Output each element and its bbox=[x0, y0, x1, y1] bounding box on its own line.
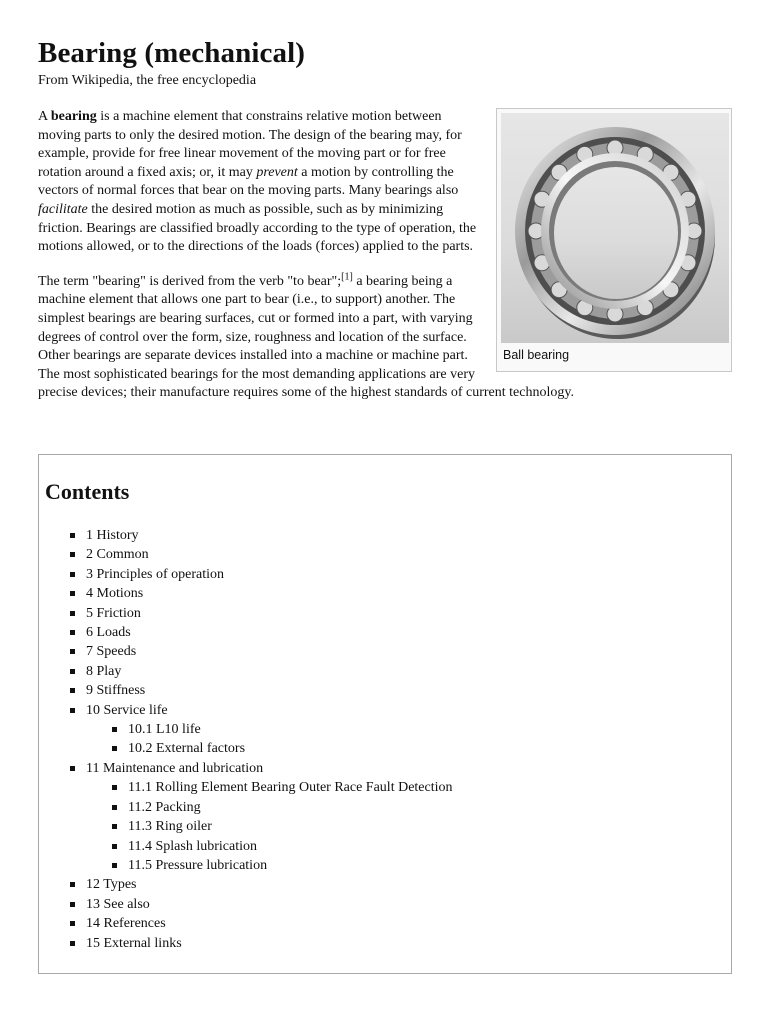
toc-subitem[interactable] bbox=[128, 856, 453, 875]
bullet-icon bbox=[112, 863, 117, 868]
bullet-icon bbox=[70, 688, 75, 693]
toc-item[interactable] bbox=[86, 934, 453, 953]
toc-link[interactable]: 11.2 Packing bbox=[128, 799, 201, 815]
toc-item[interactable] bbox=[86, 604, 453, 623]
toc-subitem[interactable] bbox=[128, 778, 453, 797]
toc-item[interactable] bbox=[86, 623, 453, 642]
toc-item[interactable] bbox=[86, 642, 453, 661]
toc-item[interactable] bbox=[86, 875, 453, 894]
toc-subitem[interactable] bbox=[128, 720, 453, 739]
toc-item[interactable] bbox=[86, 545, 453, 564]
intro-paragraph: A bearing is a machine element that constrains relative motion between moving parts to only the desired motion. The design of the bearing may, for example, provide for free linear movement of the moving part or for free rotation around a fixed axis; or, it may prevent a motion by controlling the vectors of normal forces that bear on the moving parts. Many bearings also facilitate the desired motion as much as possible, such as by minimizing friction. Bearings are classified broadly according to the type of operation, the motions allowed, or to the directions of the loads (forces) applied to the parts. bbox=[38, 109, 477, 255]
bullet-icon bbox=[112, 785, 117, 790]
toc-link[interactable]: 9 Stiffness bbox=[86, 683, 146, 699]
bullet-icon bbox=[70, 572, 75, 577]
toc-item[interactable] bbox=[86, 662, 453, 681]
toc-link[interactable]: 2 Common bbox=[86, 547, 149, 563]
toc-item[interactable] bbox=[86, 895, 453, 914]
bearing-term: bearing bbox=[50, 109, 97, 124]
bullet-icon bbox=[112, 805, 117, 810]
article-body bbox=[38, 108, 732, 419]
toc-link[interactable]: 6 Loads bbox=[86, 625, 131, 641]
toc-link[interactable]: 3 Principles of operation bbox=[86, 566, 225, 582]
page-title: Bearing (mechanical) bbox=[38, 37, 305, 69]
toc-link[interactable]: 8 Play bbox=[86, 663, 122, 679]
figure-caption: Ball bearing bbox=[503, 348, 570, 362]
toc-item[interactable] bbox=[86, 565, 453, 584]
toc-link[interactable]: 11.1 Rolling Element Bearing Outer Race Fault Detection bbox=[128, 780, 453, 796]
bullet-icon bbox=[70, 902, 75, 907]
bullet-icon bbox=[70, 533, 75, 538]
table-of-contents bbox=[38, 454, 732, 974]
toc-list bbox=[86, 526, 453, 953]
toc-link[interactable]: 14 References bbox=[86, 916, 166, 932]
bullet-icon bbox=[70, 921, 75, 926]
bullet-icon bbox=[70, 766, 75, 771]
toc-sublist bbox=[86, 778, 453, 875]
toc-subitem[interactable] bbox=[128, 798, 453, 817]
bullet-icon bbox=[70, 941, 75, 946]
toc-link[interactable]: 12 Types bbox=[86, 877, 137, 893]
toc-link[interactable]: 7 Speeds bbox=[86, 644, 137, 660]
bullet-icon bbox=[112, 824, 117, 829]
bearing-figure[interactable] bbox=[496, 108, 732, 372]
toc-heading: Contents bbox=[45, 479, 130, 504]
bullet-icon bbox=[112, 844, 117, 849]
toc-link[interactable]: 10.1 L10 life bbox=[128, 722, 201, 738]
toc-link[interactable]: 13 See also bbox=[86, 896, 150, 912]
toc-sublist bbox=[86, 720, 453, 759]
toc-subitem[interactable] bbox=[128, 739, 453, 758]
bullet-icon bbox=[70, 611, 75, 616]
toc-item[interactable] bbox=[86, 584, 453, 603]
bullet-icon bbox=[70, 591, 75, 596]
bullet-icon bbox=[70, 552, 75, 557]
bullet-icon bbox=[70, 630, 75, 635]
toc-item[interactable] bbox=[86, 681, 453, 700]
toc-subitem[interactable] bbox=[128, 837, 453, 856]
bullet-icon bbox=[112, 727, 117, 732]
toc-link[interactable]: 10 Service life bbox=[86, 702, 168, 718]
bullet-icon bbox=[70, 882, 75, 887]
article bbox=[38, 36, 732, 951]
toc-link[interactable]: 11 Maintenance and lubrication bbox=[86, 760, 264, 776]
bullet-icon bbox=[70, 708, 75, 713]
etymology-paragraph: The term "bearing" is derived from the verb "to bear";[1] a bearing being a machine element that allows one part to bear (i.e., to support) another. The simplest bearings are bearing surfaces, cut or formed into a part, with varying degrees of control over the form, size, roughness and location of the surface. Other bearings are separate devices installed into a machine or machine part. The most sophisticated bearings for the most demanding applications are very precise devices; their manufacture requires some of the highest standards of current technology. bbox=[38, 271, 574, 401]
toc-link[interactable]: 11.5 Pressure lubrication bbox=[128, 857, 268, 873]
toc-link[interactable]: 11.3 Ring oiler bbox=[128, 819, 212, 835]
toc-item[interactable] bbox=[86, 914, 453, 933]
toc-item[interactable] bbox=[86, 526, 453, 545]
toc-item[interactable] bbox=[86, 759, 453, 875]
toc-link[interactable]: 10.2 External factors bbox=[128, 741, 246, 757]
tagline: From Wikipedia, the free encyclopedia bbox=[38, 73, 257, 88]
toc-link[interactable]: 11.4 Splash lubrication bbox=[128, 838, 257, 854]
toc-item[interactable] bbox=[86, 701, 453, 759]
toc-link[interactable]: 4 Motions bbox=[86, 586, 144, 602]
toc-link[interactable]: 5 Friction bbox=[86, 605, 141, 621]
toc-subitem[interactable] bbox=[128, 817, 453, 836]
bullet-icon bbox=[70, 649, 75, 654]
bullet-icon bbox=[112, 746, 117, 751]
bullet-icon bbox=[70, 669, 75, 674]
ball-bearing-photo[interactable] bbox=[501, 113, 729, 343]
citation-link[interactable]: [1] bbox=[341, 271, 353, 283]
toc-link[interactable]: 15 External links bbox=[86, 935, 182, 951]
toc-link[interactable]: 1 History bbox=[86, 528, 139, 543]
